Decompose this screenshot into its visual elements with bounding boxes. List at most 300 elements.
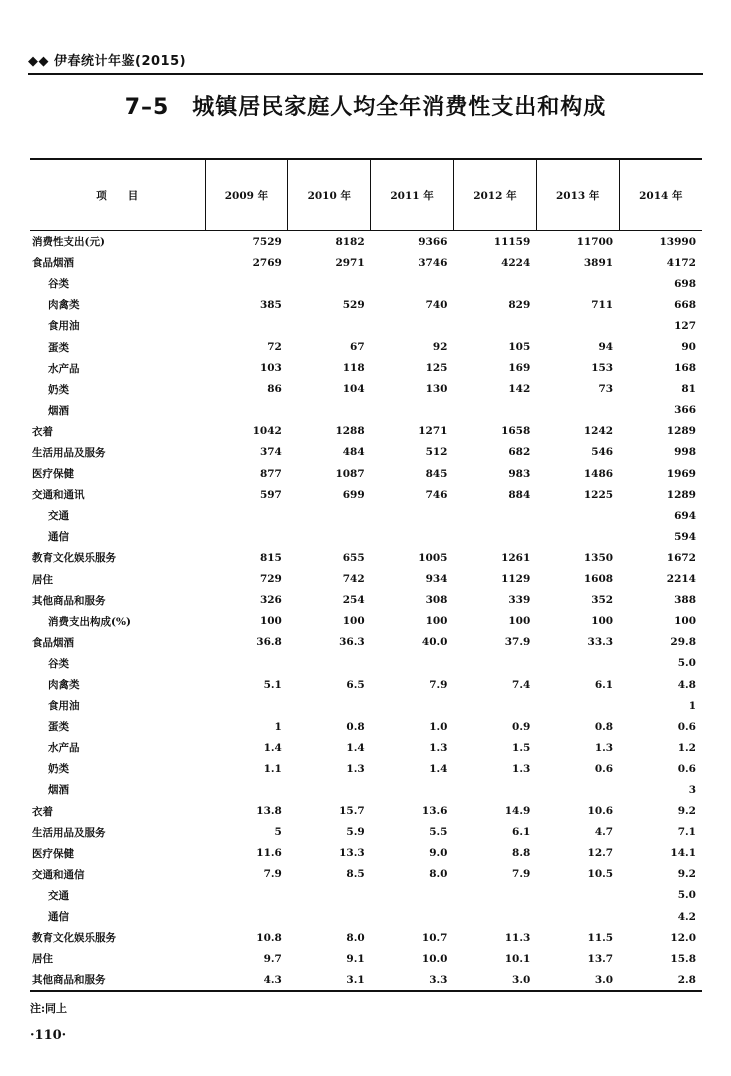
table-cell: 11159: [493, 235, 531, 248]
table-cell: 11.6: [256, 847, 282, 860]
table-cell: 1271: [418, 425, 448, 438]
table-cell: [371, 885, 454, 906]
table-cell: 105: [508, 341, 531, 354]
table-cell: 1289: [666, 488, 696, 501]
table-cell: 3.3: [371, 969, 454, 991]
table-cell: 72: [267, 341, 282, 354]
table-cell: 385: [259, 298, 282, 311]
table-cell: [453, 885, 536, 906]
table-cell: 1672: [666, 551, 696, 564]
table-row: [30, 864, 702, 885]
table-cell: 8.8: [512, 847, 531, 860]
table-cell: 9.0: [429, 847, 448, 860]
row-label: 食品烟酒: [32, 257, 74, 270]
table-cell: [205, 505, 288, 526]
row-label: 交通和通信: [32, 868, 85, 881]
table-cell: 36.3: [339, 636, 365, 649]
row-label: 蛋类: [48, 341, 69, 354]
table-cell: 9.7: [263, 952, 282, 965]
table-cell: [453, 526, 536, 547]
table-cell: [536, 526, 619, 547]
table-cell: 1.1: [263, 762, 282, 775]
table-cell: 546: [591, 446, 614, 459]
table-row: [30, 358, 702, 379]
row-label: 居住: [32, 573, 53, 586]
table-row: [30, 526, 702, 547]
table-row: [30, 442, 702, 463]
table-cell: 1242: [583, 425, 614, 438]
row-label: 医疗保健: [32, 468, 74, 481]
row-label: 水产品: [48, 742, 80, 755]
table-cell: 1.3: [512, 762, 531, 775]
table-cell: 4224: [501, 256, 531, 269]
table-cell: [536, 779, 619, 800]
table-cell: 4.8: [677, 678, 696, 691]
table-row: [30, 569, 702, 590]
table-row: [30, 463, 702, 484]
table-row: [30, 948, 702, 969]
column-header: 2012 年: [453, 159, 536, 231]
table-row: [30, 421, 702, 442]
table-cell: 125: [425, 362, 448, 375]
table-cell: 7.9: [512, 868, 531, 881]
table-cell: [536, 505, 619, 526]
table-cell: 729: [259, 573, 282, 586]
table-cell: 10.6: [587, 805, 614, 818]
table-cell: [453, 400, 536, 421]
row-label: 教育文化娱乐服务: [32, 932, 116, 945]
table-cell: [288, 779, 371, 800]
table-cell: 1.0: [429, 720, 448, 733]
table-row: [30, 252, 702, 273]
table-cell: 3.0: [453, 969, 536, 991]
table-cell: 594: [674, 530, 696, 543]
table-cell: 86: [267, 383, 282, 396]
table-cell: 1.2: [677, 741, 696, 754]
table-cell: 934: [425, 573, 448, 586]
table-cell: 352: [591, 594, 614, 607]
table-cell: 1289: [666, 425, 696, 438]
table-cell: 694: [674, 509, 696, 522]
row-label: 消费性支出(元): [32, 236, 105, 249]
table-cell: 6.1: [512, 826, 531, 839]
table-cell: 73: [598, 383, 614, 396]
table-cell: 11700: [576, 235, 614, 248]
row-label: 衣着: [32, 805, 53, 818]
column-header: 项 目: [30, 159, 205, 231]
table-cell: 5: [274, 826, 282, 839]
row-label: 生活用品及服务: [32, 446, 106, 459]
row-label: 交通: [48, 510, 69, 523]
table-cell: 698: [674, 277, 696, 290]
table-cell: 92: [432, 341, 448, 354]
table-row: [30, 231, 702, 253]
table-row: [30, 779, 702, 800]
table-cell: [536, 273, 619, 294]
row-label: 奶类: [48, 383, 69, 396]
footnote: 注:同上: [30, 1002, 68, 1015]
table-cell: 1.4: [429, 762, 448, 775]
row-label: 其他商品和服务: [30, 969, 205, 991]
table-cell: [536, 400, 619, 421]
table-cell: 40.0: [421, 636, 448, 649]
page-title: 7–5 城镇居民家庭人均全年消费性支出和构成: [124, 95, 607, 120]
table-cell: 529: [342, 298, 365, 311]
column-header: 2013 年: [536, 159, 619, 231]
table-cell: [288, 526, 371, 547]
table-cell: [453, 273, 536, 294]
column-header: 2014 年: [619, 159, 702, 231]
table-cell: 1042: [252, 425, 282, 438]
table-cell: 829: [508, 298, 531, 311]
row-label: 食用油: [48, 320, 80, 333]
table-cell: 67: [350, 341, 365, 354]
table-cell: [453, 695, 536, 716]
table-cell: 13.3: [339, 847, 365, 860]
table-cell: 13.6: [421, 805, 448, 818]
table-cell: [453, 505, 536, 526]
table-cell: [205, 885, 288, 906]
table-cell: 10.8: [256, 931, 282, 944]
table-cell: 339: [508, 594, 531, 607]
table-cell: 512: [425, 446, 448, 459]
table-row: [30, 379, 702, 400]
table-cell: 366: [674, 404, 696, 417]
table-cell: 5.0: [677, 889, 696, 902]
table-cell: 2.8: [619, 969, 702, 991]
table-cell: 877: [259, 467, 282, 480]
table-cell: 1288: [335, 425, 365, 438]
table-cell: 103: [259, 362, 282, 375]
table-row: [30, 315, 702, 336]
table-cell: 15.7: [339, 805, 365, 818]
table-cell: 3891: [583, 256, 614, 269]
table-cell: 100: [591, 615, 614, 628]
table-cell: 11.5: [587, 931, 614, 944]
table-cell: [453, 315, 536, 336]
table-cell: 142: [508, 383, 531, 396]
table-row: [30, 547, 702, 568]
table-cell: 13990: [659, 235, 696, 248]
table-cell: 254: [342, 594, 365, 607]
table-row: [30, 822, 702, 843]
table-cell: 1350: [583, 551, 614, 564]
table-cell: 10.1: [504, 952, 531, 965]
table-row: [30, 906, 702, 927]
table-cell: 845: [425, 467, 448, 480]
table-cell: 998: [674, 446, 696, 459]
table-cell: [536, 906, 619, 927]
table-row: [30, 632, 702, 653]
table-cell: [205, 695, 288, 716]
table-cell: 36.8: [256, 636, 282, 649]
table-cell: 1: [688, 699, 696, 712]
table-cell: 1129: [501, 573, 531, 586]
table-cell: 8.0: [346, 931, 365, 944]
row-label: 食品烟酒: [32, 636, 74, 649]
column-header: 2009 年: [205, 159, 288, 231]
table-cell: [371, 505, 454, 526]
table-cell: [288, 315, 371, 336]
table-cell: 104: [342, 383, 365, 396]
table-cell: 13.7: [587, 952, 614, 965]
table-cell: [288, 400, 371, 421]
row-label: 消费支出构成(%): [48, 615, 131, 628]
table-cell: 81: [681, 383, 696, 396]
table-cell: 90: [681, 341, 696, 354]
table-cell: 0.6: [594, 762, 614, 775]
table-cell: 14.9: [504, 805, 531, 818]
row-label: 交通和通讯: [32, 489, 85, 502]
table-cell: 8182: [335, 235, 365, 248]
table-row: [30, 927, 702, 948]
table-cell: 9366: [418, 235, 448, 248]
table-row: [30, 336, 702, 357]
table-cell: 699: [342, 488, 365, 501]
table-cell: 130: [425, 383, 448, 396]
table-cell: [205, 526, 288, 547]
row-label: 居住: [32, 953, 53, 966]
table-cell: [371, 526, 454, 547]
table-cell: 7.9: [263, 868, 282, 881]
table-cell: [453, 906, 536, 927]
table-cell: 4.2: [677, 910, 696, 923]
table-cell: 10.7: [421, 931, 448, 944]
table-cell: [288, 653, 371, 674]
table-cell: 5.5: [429, 826, 448, 839]
table-cell: 1.3: [429, 741, 448, 754]
table-row: [30, 843, 702, 864]
table-cell: 7.9: [429, 678, 448, 691]
table-cell: 100: [508, 615, 531, 628]
table-cell: 7.4: [512, 678, 531, 691]
table-cell: 5.1: [263, 678, 282, 691]
table-cell: [371, 779, 454, 800]
row-label: 烟酒: [48, 784, 69, 797]
row-label: 交通: [48, 889, 69, 902]
table-row: [30, 969, 702, 991]
table-cell: 100: [425, 615, 448, 628]
row-label: 衣着: [32, 425, 53, 438]
table-cell: 2214: [666, 573, 696, 586]
table-cell: 127: [674, 319, 696, 332]
table-cell: [288, 906, 371, 927]
page-number: ·110·: [30, 1028, 67, 1043]
table-row: [30, 885, 702, 906]
table-cell: 8.5: [346, 868, 365, 881]
table-cell: 1005: [418, 551, 448, 564]
table-cell: 13.8: [256, 805, 282, 818]
table-row: [30, 590, 702, 611]
table-cell: 1608: [583, 573, 614, 586]
table-row: [30, 801, 702, 822]
table-cell: [205, 779, 288, 800]
table-cell: 668: [674, 298, 696, 311]
table-cell: 484: [342, 446, 365, 459]
row-label: 蛋类: [48, 721, 69, 734]
table-row: [30, 716, 702, 737]
table-cell: [205, 400, 288, 421]
table-cell: 10.0: [421, 952, 448, 965]
table-cell: 4.7: [594, 826, 614, 839]
table-row: [30, 505, 702, 526]
table-cell: 2971: [335, 256, 365, 269]
table-cell: 37.9: [504, 636, 531, 649]
table-cell: 6.1: [594, 678, 614, 691]
row-label: 生活用品及服务: [32, 826, 106, 839]
table-cell: [205, 906, 288, 927]
table-cell: 742: [342, 573, 365, 586]
table-cell: 1.4: [346, 741, 365, 754]
table-cell: 10.5: [587, 868, 614, 881]
table-cell: 0.8: [594, 720, 614, 733]
table-cell: 1658: [501, 425, 531, 438]
table-cell: 169: [508, 362, 531, 375]
table-cell: [371, 315, 454, 336]
table-cell: 3.1: [288, 969, 371, 991]
table-cell: 0.6: [677, 762, 696, 775]
table-cell: 118: [342, 362, 365, 375]
table-row: [30, 273, 702, 294]
row-label: 奶类: [48, 763, 69, 776]
table-cell: 746: [425, 488, 448, 501]
table-cell: 100: [342, 615, 365, 628]
table-cell: 94: [598, 341, 614, 354]
table-cell: [536, 695, 619, 716]
table-row: [30, 611, 702, 632]
table-body: [30, 231, 702, 992]
table-cell: 12.0: [670, 931, 696, 944]
table-cell: [453, 653, 536, 674]
table-cell: 9.2: [677, 805, 696, 818]
table-cell: 1.4: [263, 741, 282, 754]
table-cell: [371, 653, 454, 674]
table-cell: [288, 885, 371, 906]
table-header-row: [30, 159, 702, 231]
table-cell: [288, 505, 371, 526]
table-cell: [371, 906, 454, 927]
table-cell: [205, 273, 288, 294]
table-cell: 1.3: [594, 741, 614, 754]
row-label: 通信: [48, 531, 69, 544]
table-cell: 1486: [583, 467, 614, 480]
row-label: 水产品: [48, 362, 80, 375]
table-cell: 7.1: [677, 826, 696, 839]
table-cell: 11.3: [504, 931, 531, 944]
header-rule: [28, 73, 703, 75]
table-cell: 5.9: [346, 826, 365, 839]
table-cell: 597: [259, 488, 282, 501]
table-cell: [288, 695, 371, 716]
table-row: [30, 674, 702, 695]
table-cell: 1261: [501, 551, 531, 564]
table-cell: 168: [674, 362, 696, 375]
table-cell: 3.0: [536, 969, 619, 991]
table-cell: 2769: [252, 256, 282, 269]
table-cell: 815: [259, 551, 282, 564]
table-cell: 326: [259, 594, 282, 607]
table-cell: [205, 315, 288, 336]
table-cell: 153: [591, 362, 614, 375]
table-cell: [453, 779, 536, 800]
table-cell: 33.3: [587, 636, 614, 649]
table-cell: 9.1: [346, 952, 365, 965]
row-label: 肉禽类: [48, 679, 80, 692]
table-cell: 1969: [666, 467, 696, 480]
row-label: 肉禽类: [48, 299, 80, 312]
table-cell: 0.9: [512, 720, 531, 733]
row-label: 教育文化娱乐服务: [32, 552, 116, 565]
row-label: 烟酒: [48, 404, 69, 417]
table-row: [30, 294, 702, 315]
row-label: 医疗保健: [32, 847, 74, 860]
table-row: [30, 758, 702, 779]
column-header: 2010 年: [288, 159, 371, 231]
consumption-table: [30, 158, 702, 992]
table-cell: 9.2: [677, 868, 696, 881]
table-cell: 1225: [583, 488, 614, 501]
table-cell: [536, 885, 619, 906]
table-cell: [371, 273, 454, 294]
table-cell: 1: [274, 720, 282, 733]
table-cell: [536, 315, 619, 336]
table-cell: [288, 273, 371, 294]
table-cell: 100: [259, 615, 282, 628]
table-cell: 4172: [666, 256, 696, 269]
running-header: ◆◆ 伊春统计年鉴(2015): [28, 54, 187, 69]
table-row: [30, 695, 702, 716]
table-row: [30, 484, 702, 505]
table-cell: 7529: [252, 235, 282, 248]
table-cell: 0.8: [346, 720, 365, 733]
table-cell: 388: [674, 594, 696, 607]
row-label: 谷类: [48, 657, 69, 670]
table-cell: 8.0: [429, 868, 448, 881]
table-cell: 29.8: [670, 636, 696, 649]
row-label: 其他商品和服务: [32, 594, 106, 607]
table-cell: 1.5: [512, 741, 531, 754]
table-cell: 308: [425, 594, 448, 607]
row-label: 食用油: [48, 700, 80, 713]
table-row: [30, 653, 702, 674]
table-cell: 1.3: [346, 762, 365, 775]
table-cell: 711: [591, 298, 614, 311]
table-cell: 3: [688, 783, 696, 796]
row-label: 谷类: [48, 278, 69, 291]
table-cell: 3746: [418, 256, 448, 269]
table-cell: 682: [508, 446, 531, 459]
table-cell: 4.3: [205, 969, 288, 991]
table-cell: [371, 695, 454, 716]
table-cell: 983: [508, 467, 531, 480]
table-cell: 12.7: [587, 847, 614, 860]
row-label: 通信: [48, 911, 69, 924]
table-cell: 14.1: [670, 847, 696, 860]
table-cell: 6.5: [346, 678, 365, 691]
table-cell: 884: [508, 488, 531, 501]
table-cell: 0.6: [677, 720, 696, 733]
table-cell: 5.0: [677, 657, 696, 670]
table-cell: 374: [259, 446, 282, 459]
table-cell: [205, 653, 288, 674]
table-cell: 100: [674, 615, 696, 628]
column-header: 2011 年: [371, 159, 454, 231]
table-cell: 655: [342, 551, 365, 564]
table-cell: [371, 400, 454, 421]
table-cell: [536, 653, 619, 674]
table-cell: 1087: [335, 467, 365, 480]
table-row: [30, 400, 702, 421]
